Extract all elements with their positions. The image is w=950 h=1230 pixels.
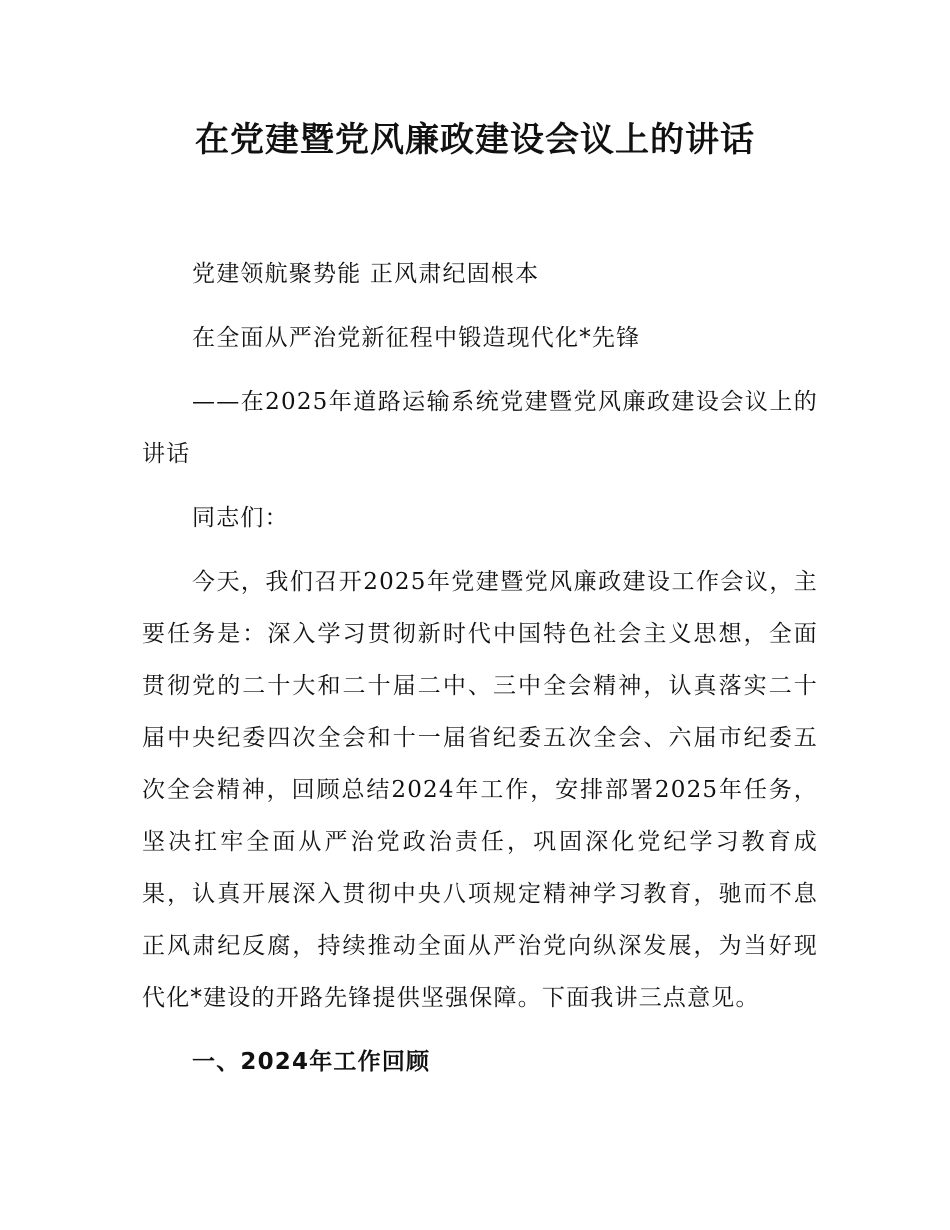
section-heading-1: 一、2024年工作回顾 [192, 1049, 431, 1075]
subtitle-line-3: ——在2025年道路运输系统党建暨党风廉政建设会议上的讲话 [142, 389, 818, 467]
subtitle-line-1: 党建领航聚势能 正风肃纪固根本 [192, 261, 540, 287]
salutation: 同志们： [192, 505, 289, 531]
body-paragraph-1: 今天，我们召开2025年党建暨党风廉政建设工作会议，主要任务是：深入学习贯彻新时代中国特色社会主义思想，全面贯彻党的二十大和二十届二中、三中全会精神，认真落实二十届中央纪委四次全会和十一届省纪委五次全会、六届市纪委五次全会精神，回顾总结2024年工作，安排部署2025年任务，坚决扛牢全面从严治党政治责任，巩固深化党纪学习教育成果，认真开展深入贯彻中央八项规定精神学习教育，驰而不息正风肃纪反腐，持续推动全面从严治党向纵深发展，为当好现代化*建设的开路先锋提供坚强保障。下面我讲三点意见。 [142, 569, 818, 1011]
document-body [142, 248, 818, 1088]
document-title: 在党建暨党风廉政建设会议上的讲话 [195, 120, 755, 160]
subtitle-line-2: 在全面从严治党新征程中锻造现代化*先锋 [192, 325, 641, 351]
